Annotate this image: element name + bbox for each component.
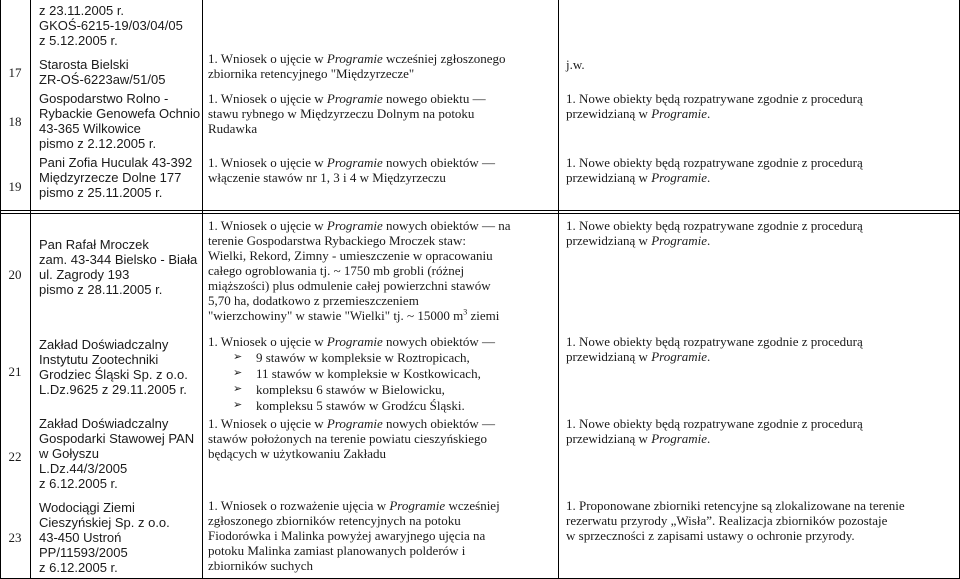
proposal-bullet-item: kompleksu 5 stawów w Grodźcu Śląski. (256, 398, 465, 413)
proposal-cell-19: 1. Wniosek o ujęcie w Programie nowych obiektów — włączenie stawów nr 1, 3 i 4 w Międzyrzeczu (208, 155, 496, 185)
submitter-cell-continued: z 23.11.2005 r. GKOŚ-6215-19/03/04/05 z 5.12.2005 r. (39, 3, 183, 48)
row-number-22: 22 (8, 449, 22, 464)
proposal-cell-21: 1. Wniosek o ujęcie w Programie nowych obiektów — (208, 334, 496, 349)
row-number-17: 17 (8, 65, 22, 80)
decision-cell-18: 1. Nowe obiekty będą rozpatrywane zgodnie z procedurą przewidzianą w Programie. (566, 91, 863, 121)
bullet-arrow-icon: ➢ (233, 383, 243, 395)
submitter-cell-23: Wodociągi Ziemi Cieszyńskiej Sp. z o.o. 43-450 Ustroń PP/11593/2005 z 6.12.2005 r. (39, 500, 170, 575)
row-number-23: 23 (8, 530, 22, 545)
submitter-cell-17: Starosta Bielski ZR-OŚ-6223aw/51/05 (39, 57, 166, 87)
decision-cell-17: j.w. (566, 57, 585, 72)
bullet-arrow-icon: ➢ (233, 351, 243, 363)
proposal-cell-23: 1. Wniosek o rozważenie ujęcia w Programie wcześniej zgłoszonego zbiorników retencyjnych na potoku Fiodorówka i Malinka powyżej awaryjnego ujęcia na potoku Malinka zamiast planowanych polderów i zbiorników suchych (208, 498, 500, 573)
proposal-cell-17: 1. Wniosek o ujęcie w Programie wcześniej zgłoszonego zbiornika retencyjnego "Międzyrzecze" (208, 51, 506, 81)
decision-cell-22: 1. Nowe obiekty będą rozpatrywane zgodnie z procedurą przewidzianą w Programie. (566, 416, 863, 446)
row-number-18: 18 (8, 114, 22, 129)
row-number-19: 19 (8, 179, 22, 194)
submitter-cell-18: Gospodarstwo Rolno - Rybackie Genowefa Ochnio 43-365 Wilkowice pismo z 2.12.2005 r. (39, 91, 201, 151)
proposal-bullet-item: kompleksu 6 stawów w Bielowicku, (256, 382, 445, 397)
proposal-cell-22: 1. Wniosek o ujęcie w Programie nowych obiektów — stawów położonych na terenie powiatu cieszyńskiego będących w użytkowaniu Zakładu (208, 416, 496, 461)
proposal-bullet-item: 11 stawów w kompleksie w Kostkowicach, (256, 366, 481, 381)
submitter-cell-20: Pan Rafał Mroczek zam. 43-344 Bielsko - Biała ul. Zagrody 193 pismo z 28.11.2005 r. (39, 237, 198, 297)
proposal-cell-18: 1. Wniosek o ujęcie w Programie nowego obiektu — stawu rybnego w Międzyrzeczu Dolnym na potoku Rudawka (208, 91, 486, 136)
row-number-21: 21 (8, 364, 22, 379)
row-number-20: 20 (8, 267, 22, 282)
proposal-bullet-item: 9 stawów w kompleksie w Roztropicach, (256, 350, 470, 365)
decision-cell-19: 1. Nowe obiekty będą rozpatrywane zgodnie z procedurą przewidzianą w Programie. (566, 155, 863, 185)
bullet-arrow-icon: ➢ (233, 367, 243, 379)
submitter-cell-19: Pani Zofia Huculak 43-392 Międzyrzecze Dolne 177 pismo z 25.11.2005 r. (39, 155, 193, 200)
proposal-cell-20: 1. Wniosek o ujęcie w Programie nowych obiektów — na terenie Gospodarstwa Rybackiego Mroczek staw: Wielki, Rekord, Zimny - umieszczenie w opracowaniu całego ogroblowania tj. ~ 1750 mb grobli (różnej miąższości) plus odmulenie całej powierzchni stawów 5,70 ha, dodatkowo z przemieszczeniem "wierzchowiny" w stawie "Wielki" tj. ~ 15000 $m^3$ ziemi (208, 218, 511, 323)
decision-cell-20: 1. Nowe obiekty będą rozpatrywane zgodnie z procedurą przewidzianą w Programie. (566, 218, 863, 248)
submitter-cell-21: Zakład Doświadczalny Instytutu Zootechniki Grodziec Śląski Sp. z o.o. L.Dz.9625 z 29.11.2005 r. (39, 337, 188, 397)
decision-cell-23: 1. Proponowane zbiorniki retencyjne są zlokalizowane na terenie rezerwatu przyrody „Wisła”. Realizacja zbiorników pozostaje w sprzeczności z zapisami ustawy o ochronie przyrody. (566, 498, 905, 543)
bullet-arrow-icon: ➢ (233, 399, 243, 411)
decision-cell-21: 1. Nowe obiekty będą rozpatrywane zgodnie z procedurą przewidzianą w Programie. (566, 334, 863, 364)
submitter-cell-22: Zakład Doświadczalny Gospodarki Stawowej PAN w Gołyszu L.Dz.44/3/2005 z 6.12.2005 r. (39, 416, 195, 491)
